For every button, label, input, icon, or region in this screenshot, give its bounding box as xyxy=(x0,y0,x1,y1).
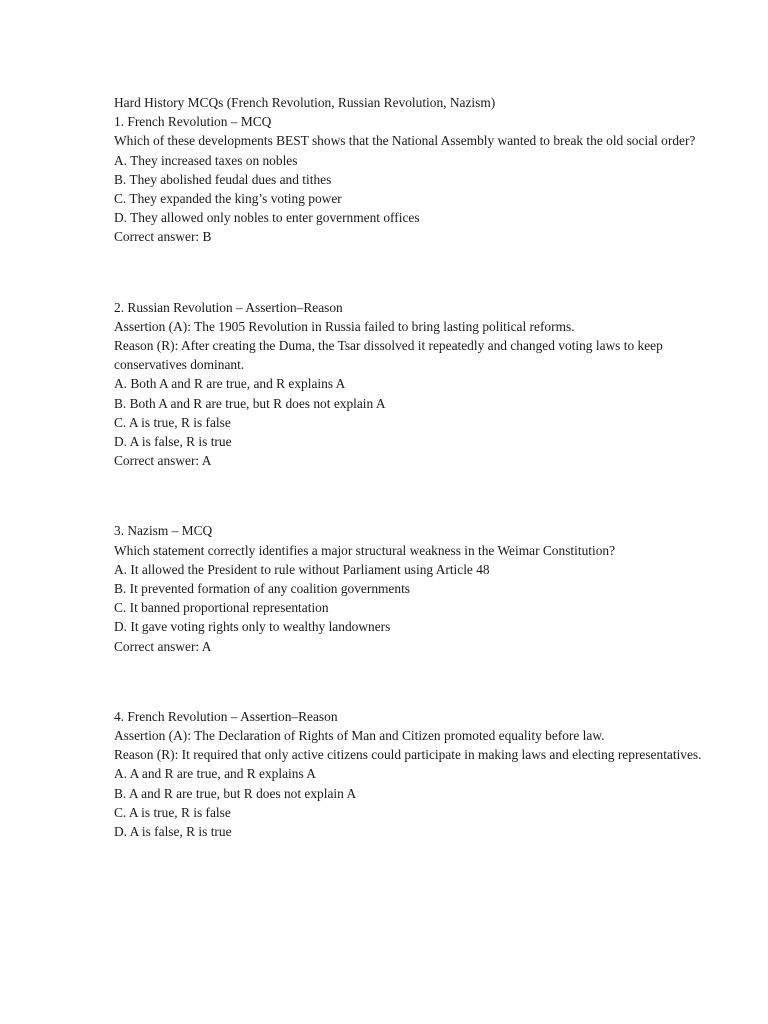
correct-answer: Correct answer: A xyxy=(114,638,212,654)
reason-text: Reason (R): It required that only active citizens could participate in making laws and electing representatives. xyxy=(114,747,702,763)
question-4 xyxy=(114,707,714,841)
question-2 xyxy=(114,298,714,471)
question-1 xyxy=(114,112,714,246)
question-spacer xyxy=(114,470,714,521)
document-title: Hard History MCQs (French Revolution, Russian Revolution, Nazism) xyxy=(114,95,496,110)
option-a: A. A and R are true, and R explains A xyxy=(114,766,316,782)
document-page xyxy=(114,93,714,841)
option-b: B. They abolished feudal dues and tithes xyxy=(114,171,332,187)
option-c: C. A is true, R is false xyxy=(114,804,231,820)
option-b: B. It prevented formation of any coalition governments xyxy=(114,581,410,597)
question-stem: Which statement correctly identifies a major structural weakness in the Weimar Constitution? xyxy=(114,542,616,558)
option-d: D. They allowed only nobles to enter government offices xyxy=(114,210,420,226)
question-heading: 4. French Revolution – Assertion–Reason xyxy=(114,708,338,724)
assertion-text: Assertion (A): The 1905 Revolution in Russia failed to bring lasting political reforms. xyxy=(114,318,575,334)
option-c: C. A is true, R is false xyxy=(114,414,231,430)
question-3 xyxy=(114,521,714,655)
question-spacer xyxy=(114,656,714,707)
question-heading: 2. Russian Revolution – Assertion–Reason xyxy=(114,299,343,315)
question-spacer xyxy=(114,247,714,298)
option-d: D. A is false, R is true xyxy=(114,824,232,840)
correct-answer: Correct answer: A xyxy=(114,453,212,469)
option-c: C. They expanded the king’s voting power xyxy=(114,191,342,207)
option-d: D. A is false, R is true xyxy=(114,434,232,450)
option-d: D. It gave voting rights only to wealthy landowners xyxy=(114,619,391,635)
option-a: A. Both A and R are true, and R explains A xyxy=(114,376,346,392)
option-b: B. A and R are true, but R does not explain A xyxy=(114,785,357,801)
correct-answer: Correct answer: B xyxy=(114,229,212,245)
option-a: A. They increased taxes on nobles xyxy=(114,152,298,168)
question-stem: Which of these developments BEST shows that the National Assembly wanted to break the old social order? xyxy=(114,133,696,149)
reason-text: Reason (R): After creating the Duma, the Tsar dissolved it repeatedly and changed voting laws to keep conservatives dominant. xyxy=(114,338,667,373)
option-b: B. Both A and R are true, but R does not explain A xyxy=(114,395,386,411)
assertion-text: Assertion (A): The Declaration of Rights of Man and Citizen promoted equality before law. xyxy=(114,728,605,744)
question-heading: 3. Nazism – MCQ xyxy=(114,523,213,539)
option-c: C. It banned proportional representation xyxy=(114,600,329,616)
question-heading: 1. French Revolution – MCQ xyxy=(114,114,272,130)
option-a: A. It allowed the President to rule without Parliament using Article 48 xyxy=(114,561,490,577)
